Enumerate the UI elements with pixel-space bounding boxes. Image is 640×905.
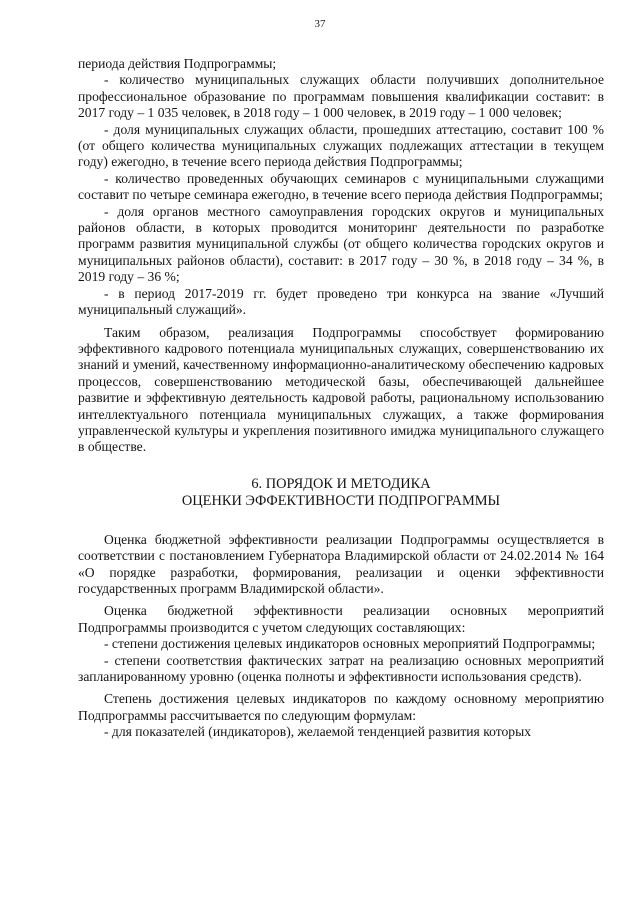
list-item-seminars: - количество проведенных обучающих семинаров с муниципальными служащими составит по четыре семинара ежегодно, в течение всего периода действия Подпрограммы; [78, 170, 604, 203]
list-item-contest: - в период 2017-2019 гг. будет проведено три конкурса на звание «Лучший муниципальный служащий». [78, 285, 604, 318]
list-item-attestation: - доля муниципальных служащих области, прошедших аттестацию, составит 100 % (от общего количества муниципальных служащих подлежащих аттестации в текущем году) ежегодно, в течение всего периода действия Подпрограммы; [78, 121, 604, 170]
section-heading-line2: ОЦЕНКИ ЭФФЕКТИВНОСТИ ПОДПРОГРАММЫ [181, 492, 501, 509]
section-heading [78, 476, 604, 510]
list-item-monitoring: - доля органов местного самоуправления городских округов и муниципальных районов области, в которых проводится мониторинг деятельности по разработке программ развития муниципальной службы (от общего количества городских округов и муниципальных районов области), составит: в 2017 году – 30 %, в 2018 году – 34 %, в 2019 году – 36 %; [78, 203, 604, 285]
paragraph-components: Оценка бюджетной эффективности реализации основных мероприятий Подпрограммы производится с учетом следующих составляющих: [78, 603, 604, 635]
list-item-indicators: - степени достижения целевых индикаторов основных мероприятий Подпрограммы; [104, 636, 596, 652]
paragraph-methodology: Оценка бюджетной эффективности реализации Подпрограммы осуществляется в соответствии с постановлением Губернатора Владимирской области от 24.02.2014 № 164 «О порядке разработки, формирования, реализации и оценки эффективности государственных программ Владимирской области». [78, 531, 604, 596]
paragraph-formulas: Степень достижения целевых индикаторов по каждому основному мероприятию Подпрограммы рассчитывается по следующим формулам: [78, 691, 604, 723]
paragraph-summary: Таким образом, реализация Подпрограммы способствует формированию эффективного кадрового потенциала муниципальных служащих, совершенствованию их знаний и умений, качественному информационно-аналитическому обеспечению кадровых процессов, совершенствованию методической базы, обеспечивающей дальнейшее развитие и эффективную деятельность кадровой работы, рациональному использованию интеллектуального потенциала муниципальных служащих, а также формирования управленческой культуры и укрепления позитивного имиджа муниципального служащего в обществе. [78, 324, 604, 455]
page-number: 37 [314, 18, 326, 30]
list-item-costs: - степени соответствия фактических затрат на реализацию основных мероприятий запланированному уровню (оценка полноты и эффективности использования средств). [78, 652, 604, 684]
document-body [78, 56, 604, 741]
section-heading-line1: 6. ПОРЯДОК И МЕТОДИКА [251, 475, 431, 492]
list-item-trend: - для показателей (индикаторов), желаемой тенденцией развития которых [104, 724, 532, 740]
paragraph: периода действия Подпрограммы; [78, 56, 277, 71]
list-item-retraining: - количество муниципальных служащих области получивших дополнительное профессиональное образование по программам повышения квалификации составит: в 2017 году – 1 035 человек, в 2018 году – 1 000 человек, в 2019 году – 1 000 человек; [78, 72, 604, 121]
